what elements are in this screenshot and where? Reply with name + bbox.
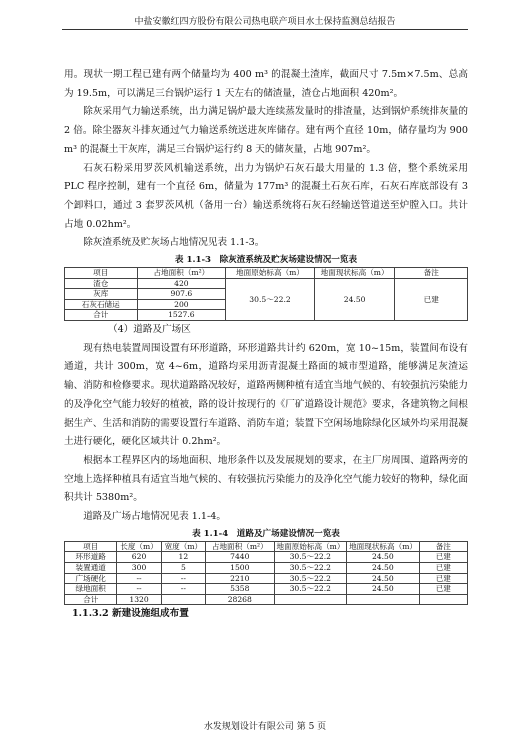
table-cell: 24.50	[347, 552, 420, 563]
table-cell	[419, 594, 467, 605]
table-cell: 24.50	[347, 584, 420, 595]
table-row	[65, 584, 468, 595]
table-cell: 2210	[206, 573, 275, 584]
table-cell: 300	[117, 562, 161, 573]
table-cell-cur-elev: 24.50	[314, 278, 395, 320]
table-cell: 30.5～22.2	[274, 573, 347, 584]
section-title-roads: （4）道路及广场区	[108, 324, 191, 335]
table-cell: 合计	[65, 310, 138, 321]
paragraph-ash-silo: 用。现状一期工程已建有两个储量均为 400 m³ 的混凝土渣库，截面尺寸 7.5m×7.5m、总高为 19.5m，可以满足三台锅炉运行 1 天左右的储渣量，渣仓占地面积 420m²。	[64, 69, 468, 99]
table-cell: --	[117, 573, 161, 584]
table-cell: 5358	[206, 584, 275, 595]
table-cell: 28268	[206, 594, 275, 605]
table-row	[65, 552, 468, 563]
table-cell: 已建	[419, 573, 467, 584]
header-rule	[62, 29, 468, 30]
table-header-cell: 占地面积（m²）	[206, 541, 275, 552]
table-cell: 灰库	[65, 289, 138, 300]
table-cell: 渣仓	[65, 278, 138, 289]
page-footer: 水发规划设计有限公司 第 5 页	[203, 722, 327, 732]
table-header-row	[65, 541, 468, 552]
page-header: 中盐安徽红四方股份有限公司热电联产项目水土保持监测总结报告	[134, 17, 396, 27]
table-cell: 已建	[419, 562, 467, 573]
table-header-row	[65, 268, 468, 279]
table-cell: 环形道路	[65, 552, 117, 563]
table-ash-system	[64, 267, 468, 321]
table-header-cell: 长度（m）	[117, 541, 161, 552]
table-cell: 24.50	[347, 573, 420, 584]
table-header-cell: 备注	[419, 541, 467, 552]
table-cell: 620	[117, 552, 161, 563]
table-cell: 装置通道	[65, 562, 117, 573]
table-cell	[347, 594, 420, 605]
table-cell: 合计	[65, 594, 117, 605]
table-header-cell: 项目	[65, 268, 138, 279]
table-cell: 石灰石储运	[65, 299, 138, 310]
table-header-cell: 项目	[65, 541, 117, 552]
table-cell-note: 已建	[395, 278, 468, 320]
table-cell: 30.5～22.2	[274, 552, 347, 563]
paragraph-table-ref-2: 道路及广场占地情况见表 1.1-4。	[83, 511, 226, 523]
table-cell	[274, 594, 347, 605]
table-row	[65, 573, 468, 584]
table-header-cell: 地面原始标高（m）	[274, 541, 347, 552]
table-cell: 1527.6	[137, 310, 226, 321]
table-cell: 30.5～22.2	[274, 584, 347, 595]
table-cell: --	[161, 573, 205, 584]
table-header-cell: 地面现状标高（m）	[314, 268, 395, 279]
paragraph-table-ref-1: 除灰渣系统及贮灰场占地情况见表 1.1-3。	[83, 237, 265, 249]
table-cell: --	[161, 584, 205, 595]
table-roads	[64, 541, 468, 606]
table-cell: 已建	[419, 584, 467, 595]
section-number: 1.1.3.2	[72, 608, 109, 620]
table-cell: 12	[161, 552, 205, 563]
table-cell: 1500	[206, 562, 275, 573]
table2-caption: 表 1.1-4 道路及广场建设情况一览表	[192, 528, 340, 539]
table-cell: 5	[161, 562, 205, 573]
table-header-cell: 占地面积（m²）	[137, 268, 226, 279]
paragraph-roads: 现有热电装置周围设置有环形道路，环形道路共计约 620m，宽 10~15m，装置间布设有通道，共计 300m，宽 4~6m，道路均采用沥青混凝土路面的城市型道路，能够满足灰渣运输、消防和检修要求。现状道路路况较好，道路两侧种植有适宜当地气候的、有较强抗污染能力的及净化空气能力较好的植被，路的设计按现行的《厂矿道路设计规范》要求，各建筑物之间根据生产、生活和消防的需要设置行车道路、消防车道；装置下空闲场地除绿化区域外均采用混凝土进行硬化，硬化区域共计 0.2hm²。	[64, 342, 468, 448]
table-cell	[161, 594, 205, 605]
table-cell: 绿地面积	[65, 584, 117, 595]
table-row	[65, 278, 468, 289]
table-cell: 200	[137, 299, 226, 310]
table-header-cell: 地面原始标高（m）	[226, 268, 315, 279]
table-cell: --	[117, 584, 161, 595]
table-cell: 广场硬化	[65, 573, 117, 584]
section-heading-new-facilities	[64, 605, 468, 624]
table-row	[65, 594, 468, 605]
table-cell: 420	[137, 278, 226, 289]
table-row	[65, 562, 468, 573]
table-cell: 1320	[117, 594, 161, 605]
table-cell: 7440	[206, 552, 275, 563]
page-content	[64, 66, 468, 624]
paragraph-ash-removal: 除灰采用气力输送系统，出力满足锅炉最大连续蒸发量时的排渣量，达到锅炉系统排灰量的 2 倍。除尘器灰斗排灰通过气力输送系统送进灰库储存。建有两个直径 10m，储存量均为 900 m³ 的混凝土干灰库，满足三台锅炉运行约 8 天的储灰量，占地 907m²。	[64, 106, 468, 155]
table-header-cell: 地面现状标高（m）	[347, 541, 420, 552]
table-cell: 30.5～22.2	[274, 562, 347, 573]
table-cell-orig-elev: 30.5～22.2	[226, 278, 315, 320]
table-cell: 已建	[419, 552, 467, 563]
paragraph-greening: 根据本工程界区内的场地面积、地形条件以及发展规划的要求，在主厂房周围、道路两旁的空地上选择种植具有适宜当地气候的、有较强抗污染能力的及净化空气能力较好的物种，绿化面积共计 5380m²。	[64, 454, 468, 504]
table-cell: 907.6	[137, 289, 226, 300]
table1-caption: 表 1.1-3 除灰渣系统及贮灰场建设情况一览表	[174, 255, 358, 266]
table-header-cell: 备注	[395, 268, 468, 279]
section-title: 新建设施组成布置	[112, 608, 189, 620]
table-header-cell: 宽度（m）	[161, 541, 205, 552]
paragraph-limestone: 石灰石粉采用罗茨风机输送系统，出力为锅炉石灰石最大用量的 1.3 倍，整个系统采用 PLC 程序控制，建有一个直径 6m，储量为 177m³ 的混凝土石灰石库，石灰石库底部设有 3 个卸料口，通过 3 套罗茨风机（备用一台）输送系统将石灰石经输送管道送至炉膛入口。共计占地 0.02hm²。	[64, 162, 468, 230]
table-cell: 24.50	[347, 562, 420, 573]
